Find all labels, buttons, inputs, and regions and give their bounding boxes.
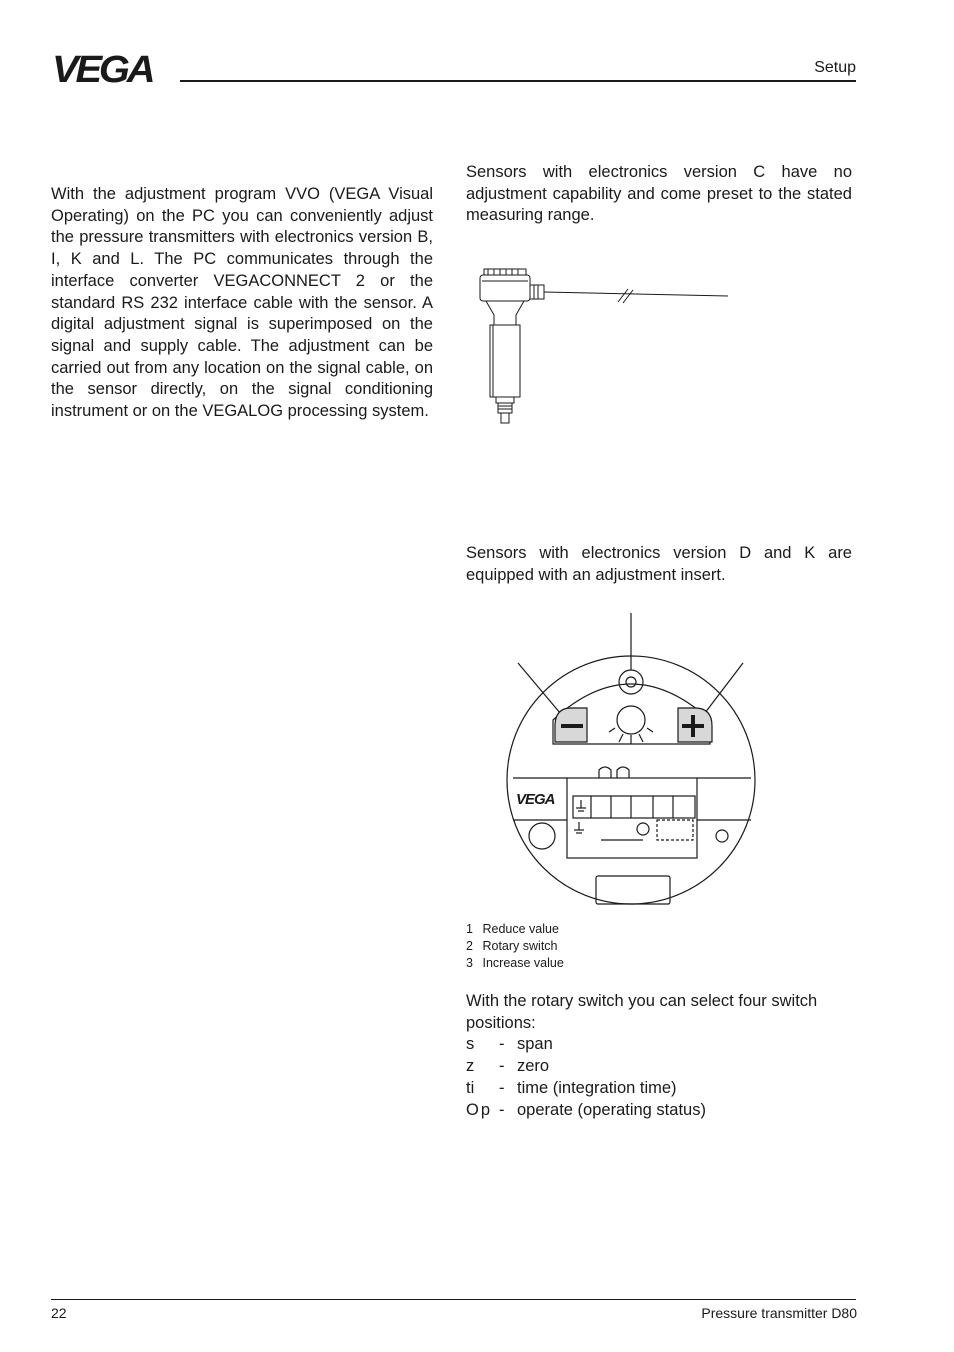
switch-position: z - zero [466,1057,550,1076]
legend-item: 1 Reduce value [466,922,559,936]
rotary-intro: With the rotary switch you can select four switch positions: [466,992,818,1032]
sensor-illustration [470,265,740,435]
switch-position: ti - time (integration time) [466,1078,677,1097]
vvo-paragraph: With the adjustment program VVO (VEGA Visual Operating) on the PC you can conveniently adjust the pressure transmitters with electronics version B, I, K and L. The PC communicates through the interface converter VEGACONNECT 2 or the standard RS 232 interface cable with the sensor. A digital adjustment signal is superimposed on the signal and supply cable. The adjustment can be carried out from any location on the signal cable, on the sensor directly, on the signal conditioning instrument or on the VEGALOG processing system. [51,185,433,421]
svg-text:VEGA: VEGA [52,52,153,84]
adjustment-insert-illustration [505,608,761,915]
figure-legend [466,921,564,971]
rotary-switch-section [466,991,856,1121]
version-dk-paragraph: Sensors with electronics version D and K are equipped with an adjustment insert. [466,544,852,584]
document-title: Pressure transmitter D80 [701,1305,857,1321]
version-c-paragraph: Sensors with electronics version C have no adjustment capability and come preset to the stated measuring range. [466,163,852,225]
section-title: Setup [814,59,856,76]
svg-text:VEGA: VEGA [516,791,555,808]
legend-item: 2 Rotary switch [466,938,558,953]
header-rule [180,80,856,82]
switch-position: Op - operate (operating status) [466,1100,706,1119]
vega-logo [52,52,172,89]
legend-item: 3 Increase value [466,955,564,970]
footer-rule [51,1299,856,1300]
switch-position: s - span [466,1035,553,1054]
page-number: 22 [51,1305,67,1321]
